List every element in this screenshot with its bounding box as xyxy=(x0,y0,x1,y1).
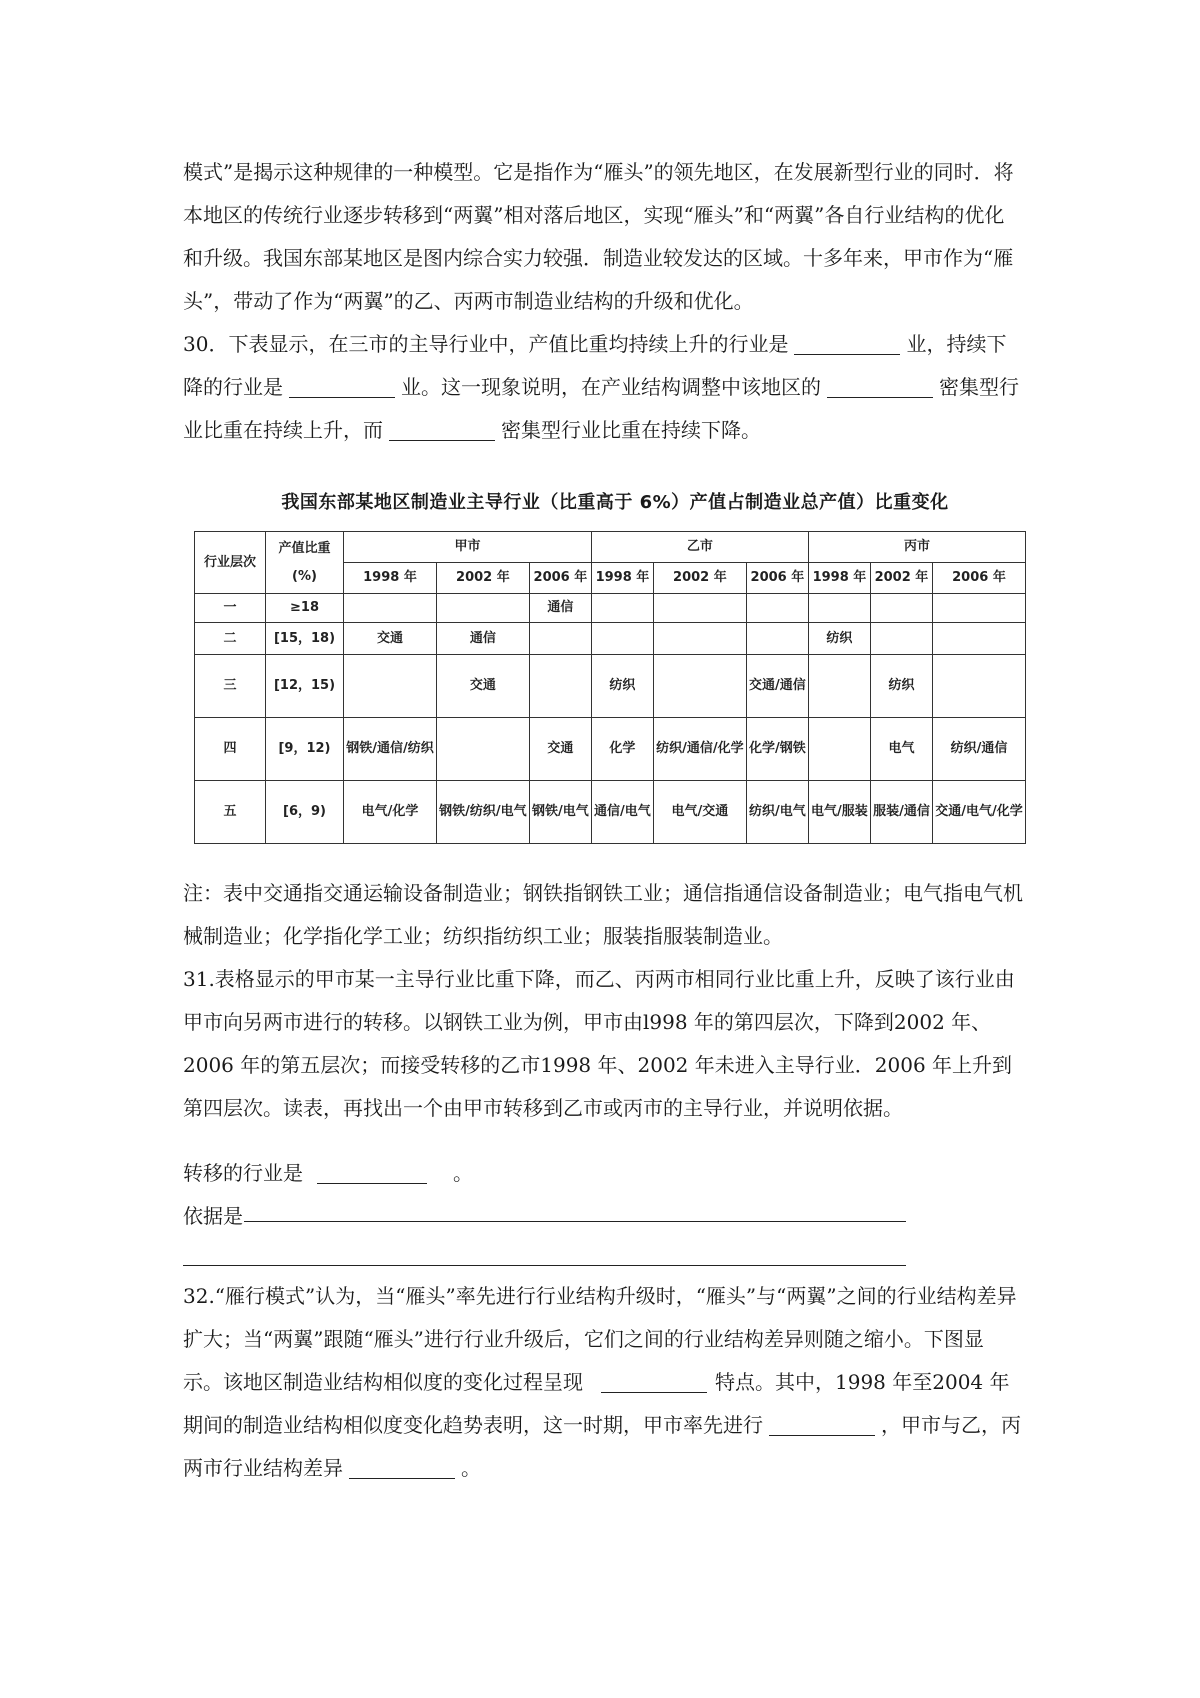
header-level: 行业层次 xyxy=(195,532,266,594)
basis-answer-line-2[interactable] xyxy=(183,1265,906,1266)
header-city: 甲市 xyxy=(344,532,592,563)
answer-label: 转移的行业是 xyxy=(183,1161,303,1185)
table-cell xyxy=(870,594,932,623)
table-cell: 交通 xyxy=(436,655,529,718)
table-cell xyxy=(344,655,437,718)
header-city: 丙市 xyxy=(808,532,1025,563)
q32-text-3: ，甲市与乙，丙两市行业结构差异 xyxy=(183,1413,1021,1480)
table-cell: 纺织/通信 xyxy=(932,718,1025,781)
table-cell: 钢铁/通信/纺织 xyxy=(344,718,437,781)
table-row xyxy=(195,594,1026,623)
table-cell: 交通 xyxy=(344,623,437,655)
q30-text-2: 业，持续下降的行业是 xyxy=(183,332,1007,399)
table-cell: 纺织 xyxy=(870,655,932,718)
table-row xyxy=(195,623,1026,655)
intro-paragraph: 模式”是揭示这种规律的一种模型。它是指作为“雁头”的领先地区，在发展新型行业的同时．将本地区的传统行业逐步转移到“两翼”相对落后地区，实现“雁头”和“两翼”各自行业结构的优化和升级。我国东部某地区是图内综合实力较强．制造业较发达的区域。十多年来，甲市作为“雁头”，带动了作为“两翼”的乙、丙两市制造业结构的升级和优化。 xyxy=(183,160,1014,313)
table-cell: 通信 xyxy=(436,623,529,655)
table-row xyxy=(195,655,1026,718)
q30-text-5: 密集型行业比重在持续下降。 xyxy=(501,418,761,442)
table-cell: 纺织/电气 xyxy=(746,781,808,844)
row-level: 一 xyxy=(195,594,266,623)
table-cell xyxy=(808,594,870,623)
table-cell xyxy=(932,594,1025,623)
table-cell: 电气/化学 xyxy=(344,781,437,844)
table-cell xyxy=(932,655,1025,718)
header-year: 2006 年 xyxy=(746,563,808,594)
table-cell: 钢铁/纺织/电气 xyxy=(436,781,529,844)
table-cell: 钢铁/电气 xyxy=(529,781,591,844)
table-cell xyxy=(653,655,746,718)
answer-blank-5[interactable] xyxy=(601,1370,707,1393)
q30-text-1: 30．下表显示，在三市的主导行业中，产值比重均持续上升的行业是 xyxy=(183,332,789,356)
table-row xyxy=(195,718,1026,781)
table-cell: 服装/通信 xyxy=(870,781,932,844)
table-cell: 交通/电气/化学 xyxy=(932,781,1025,844)
row-range: [12，15) xyxy=(266,655,344,718)
table-cell: 通信/电气 xyxy=(591,781,653,844)
header-year: 2002 年 xyxy=(870,563,932,594)
row-level: 四 xyxy=(195,718,266,781)
table-cell: 化学/钢铁 xyxy=(746,718,808,781)
answer-row xyxy=(183,1152,473,1195)
q32-text-4: 。 xyxy=(461,1456,481,1480)
table-cell xyxy=(653,594,746,623)
table-cell xyxy=(344,594,437,623)
table-cell xyxy=(436,594,529,623)
row-range: [6，9) xyxy=(266,781,344,844)
answer-blank-1[interactable] xyxy=(794,332,900,355)
header-year: 2006 年 xyxy=(932,563,1025,594)
table-cell: 通信 xyxy=(529,594,591,623)
q30-text-4: 密集型行业比重在持续上升，而 xyxy=(183,375,1019,442)
q32-text-2: 特点。其中，1998 年至2004 年期间的制造业结构相似度变化趋势表明，这一时期，甲市率先进行 xyxy=(183,1370,1010,1437)
table-cell xyxy=(653,623,746,655)
header-year: 1998 年 xyxy=(344,563,437,594)
table-cell: 交通 xyxy=(529,718,591,781)
answer-blank-4[interactable] xyxy=(389,418,495,441)
table-cell xyxy=(529,623,591,655)
table-cell xyxy=(746,623,808,655)
header-year: 1998 年 xyxy=(591,563,653,594)
table-cell xyxy=(808,718,870,781)
answer-blank-7[interactable] xyxy=(349,1456,455,1479)
table-cell xyxy=(529,655,591,718)
row-range: ≥18 xyxy=(266,594,344,623)
answer-blank-2[interactable] xyxy=(289,375,395,398)
header-city: 乙市 xyxy=(591,532,808,563)
row-level: 五 xyxy=(195,781,266,844)
table-cell: 电气/服装 xyxy=(808,781,870,844)
answer-end: 。 xyxy=(453,1161,473,1185)
table-cell xyxy=(870,623,932,655)
table-cell: 纺织/通信/化学 xyxy=(653,718,746,781)
q30-text-3: 业。这一现象说明，在产业结构调整中该地区的 xyxy=(401,375,821,399)
row-range: [15，18) xyxy=(266,623,344,655)
table-cell xyxy=(591,623,653,655)
header-range: 产值比重(%) xyxy=(266,532,344,594)
row-level: 二 xyxy=(195,623,266,655)
table-cell xyxy=(808,655,870,718)
table-cell xyxy=(746,594,808,623)
question-31: 31.表格显示的甲市某一主导行业比重下降，而乙、丙两市相同行业比重上升，反映了该行业由甲市向另两市进行的转移。以钢铁工业为例，甲市由l998 年的第四层次，下降到2002 年、2006 年的第五层次；而接受转移的乙市1998 年、2002 年未进入主导行业．2006 年上升到第四层次。读表，再找出一个由甲市转移到乙市或丙市的主导行业，并说明依据。 xyxy=(183,967,1015,1120)
header-year: 2002 年 xyxy=(436,563,529,594)
basis-answer-line-1[interactable] xyxy=(244,1221,906,1222)
question-30 xyxy=(183,323,1023,452)
answer-blank-3[interactable] xyxy=(827,375,933,398)
table-header-row xyxy=(195,532,1026,563)
table-row xyxy=(195,781,1026,844)
table-cell: 纺织 xyxy=(591,655,653,718)
basis-label: 依据是 xyxy=(183,1204,243,1228)
question-32 xyxy=(183,1275,1023,1490)
header-year: 2006 年 xyxy=(529,563,591,594)
table-cell xyxy=(436,718,529,781)
table-note: 注：表中交通指交通运输设备制造业；钢铁指钢铁工业；通信指通信设备制造业；电气指电气机械制造业；化学指化学工业；纺织指纺织工业；服装指服装制造业。 xyxy=(183,881,1023,948)
basis-row xyxy=(183,1195,983,1238)
industry-table xyxy=(194,531,1026,844)
header-year: 2002 年 xyxy=(653,563,746,594)
table-title: 我国东部某地区制造业主导行业（比重高于 6%）产值占制造业总产值）比重变化 xyxy=(281,492,949,513)
table-cell: 电气/交通 xyxy=(653,781,746,844)
row-level: 三 xyxy=(195,655,266,718)
table-cell: 电气 xyxy=(870,718,932,781)
answer-blank-industry[interactable] xyxy=(317,1161,427,1184)
table-cell xyxy=(932,623,1025,655)
header-year: 1998 年 xyxy=(808,563,870,594)
row-range: [9，12) xyxy=(266,718,344,781)
table-cell: 纺织 xyxy=(808,623,870,655)
q32-text-1: 32.“雁行模式”认为，当“雁头”率先进行行业结构升级时，“雁头”与“两翼”之间的行业结构差异扩大；当“两翼”跟随“雁头”进行行业升级后，它们之间的行业结构差异则随之缩小。下图显示。该地区制造业结构相似度的变化过程呈现 xyxy=(183,1284,1017,1394)
answer-blank-6[interactable] xyxy=(769,1413,875,1436)
table-cell: 化学 xyxy=(591,718,653,781)
table-cell xyxy=(591,594,653,623)
table-cell: 交通/通信 xyxy=(746,655,808,718)
